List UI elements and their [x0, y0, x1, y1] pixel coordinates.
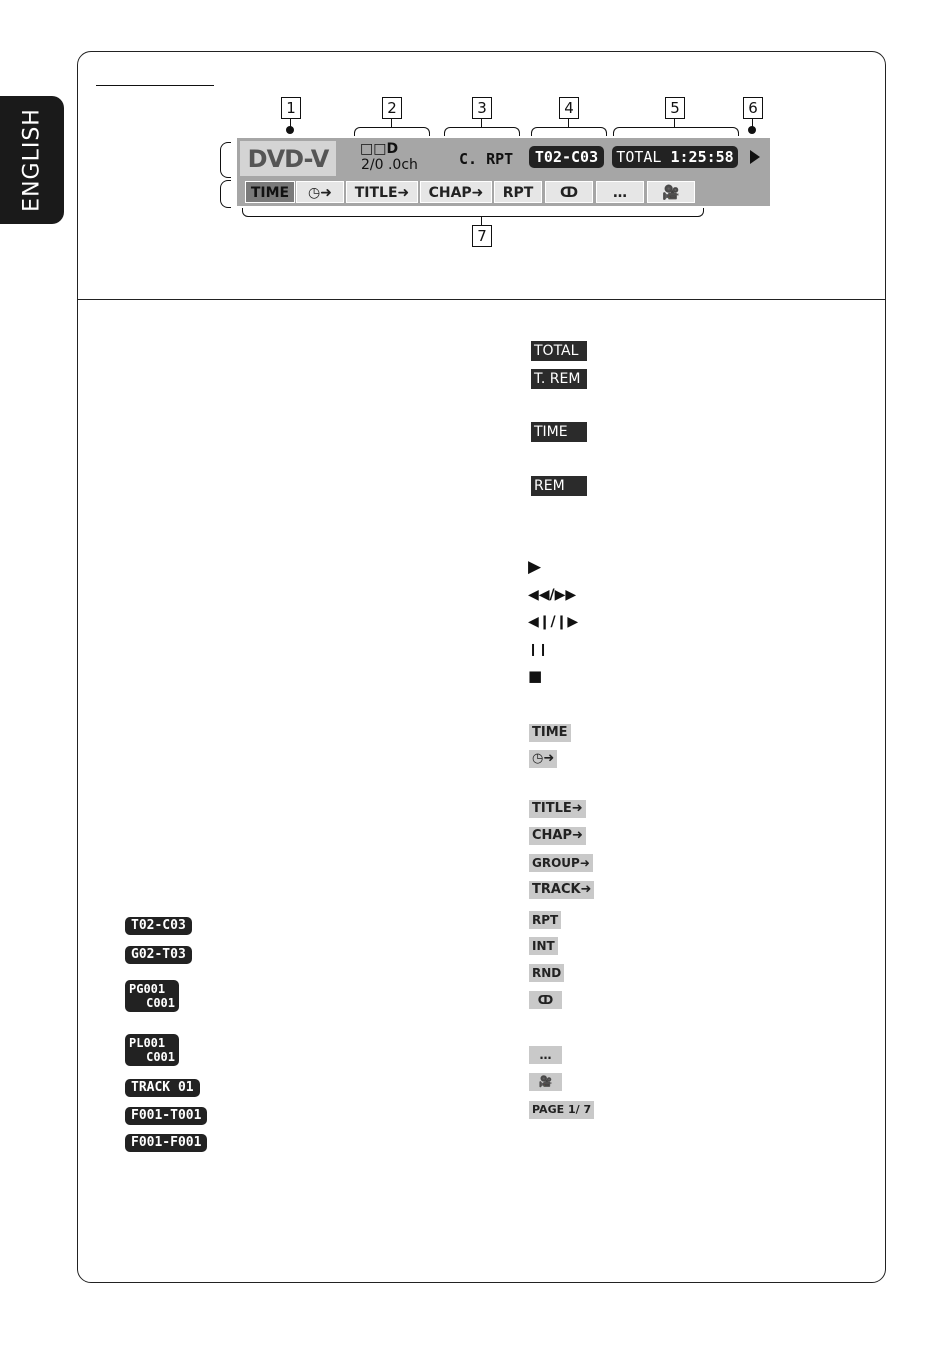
leader-3 — [481, 119, 482, 127]
legend-page-indicator: PAGE 1/ 7 — [529, 1101, 594, 1119]
legend-audio-button: ↀ — [529, 991, 562, 1009]
legend-repeat-button: RPT — [529, 911, 561, 929]
bracket-2 — [354, 127, 430, 136]
elapsed-time-icon: TIME — [531, 422, 587, 442]
repeat-button[interactable]: RPT — [494, 181, 542, 203]
total-time-icon: TOTAL — [531, 341, 587, 361]
leader-4 — [568, 119, 569, 127]
audio-channel-indicator: 2/0 .0ch — [361, 157, 418, 173]
leader-1-dot — [286, 126, 294, 134]
callout-2: 2 — [382, 97, 402, 119]
time-search-button[interactable]: ◷➜ — [296, 181, 344, 203]
legend-intro-button: INT — [529, 937, 558, 955]
leader-2 — [391, 119, 392, 127]
playlist-chapter-number: C001 — [146, 1050, 175, 1064]
language-label: ENGLISH — [19, 108, 45, 212]
chapter-search-button[interactable]: CHAP➜ — [420, 181, 492, 203]
callout-7: 7 — [472, 225, 492, 247]
legend-title-search-button: TITLE➜ — [529, 800, 586, 818]
title-chapter-indicator: T02-C03 — [529, 146, 604, 168]
play-icon: ▶ — [528, 557, 542, 577]
legend-angle-button: 🎥 — [529, 1073, 562, 1091]
bracket-3 — [444, 127, 520, 136]
title-rule — [96, 85, 214, 86]
program-chapter-badge — [125, 980, 179, 1012]
legend-subtitle-button: … — [529, 1046, 562, 1064]
playlist-chapter-badge — [125, 1034, 179, 1066]
legend-chapter-search-button: CHAP➜ — [529, 827, 586, 845]
stop-icon: ■ — [528, 667, 543, 685]
bracket-4 — [531, 127, 607, 136]
disc-type-indicator: DVD-V — [240, 141, 336, 176]
language-tab — [0, 96, 64, 224]
time-indicator — [612, 146, 738, 168]
row-brace-bottom — [220, 180, 231, 208]
row-brace-top — [220, 142, 231, 178]
playlist-number: PL001 — [129, 1036, 166, 1050]
slow-motion-icon: ◀❙/❙▶ — [528, 614, 579, 630]
audio-button[interactable]: ↀ — [545, 181, 593, 203]
title-chapter-badge: T02-C03 — [125, 917, 192, 935]
total-remaining-icon: T. REM — [531, 369, 587, 389]
bracket-7 — [242, 208, 704, 217]
subtitle-button[interactable]: … — [596, 181, 644, 203]
leader-6-dot — [748, 126, 756, 134]
legend-track-search-button: TRACK➜ — [529, 881, 594, 899]
time-mode-label: TOTAL — [616, 148, 662, 166]
chapter-number: C001 — [146, 996, 175, 1010]
angle-button[interactable]: 🎥 — [647, 181, 695, 203]
callout-6: 6 — [743, 97, 763, 119]
legend-random-button: RND — [529, 964, 564, 982]
legend-time-search-button: ◷➜ — [529, 750, 557, 768]
play-status-icon — [750, 150, 760, 164]
folder-file-badge: F001-F001 — [125, 1134, 207, 1152]
repeat-indicator: C. RPT — [459, 150, 514, 168]
pause-icon: ❙❙ — [528, 642, 549, 656]
fast-search-icon: ◀◀/▶▶ — [528, 587, 577, 603]
callout-3: 3 — [472, 97, 492, 119]
folder-track-badge: F001-T001 — [125, 1107, 207, 1125]
legend-time-button: TIME — [529, 724, 571, 742]
callout-5: 5 — [665, 97, 685, 119]
bracket-5 — [613, 127, 739, 136]
leader-7 — [481, 216, 482, 225]
callout-1: 1 — [281, 97, 301, 119]
callout-4: 4 — [559, 97, 579, 119]
time-value: 1:25:58 — [670, 148, 734, 166]
remaining-time-icon: REM — [531, 476, 587, 496]
title-search-button[interactable]: TITLE➜ — [346, 181, 418, 203]
time-button[interactable]: TIME — [245, 181, 295, 203]
section-divider — [77, 299, 886, 300]
audio-format-indicator: □□D — [360, 141, 399, 157]
track-badge: TRACK 01 — [125, 1079, 200, 1097]
leader-5 — [674, 119, 675, 127]
legend-group-search-button: GROUP➜ — [529, 854, 593, 872]
group-track-badge: G02-T03 — [125, 946, 192, 964]
program-number: PG001 — [129, 982, 166, 996]
